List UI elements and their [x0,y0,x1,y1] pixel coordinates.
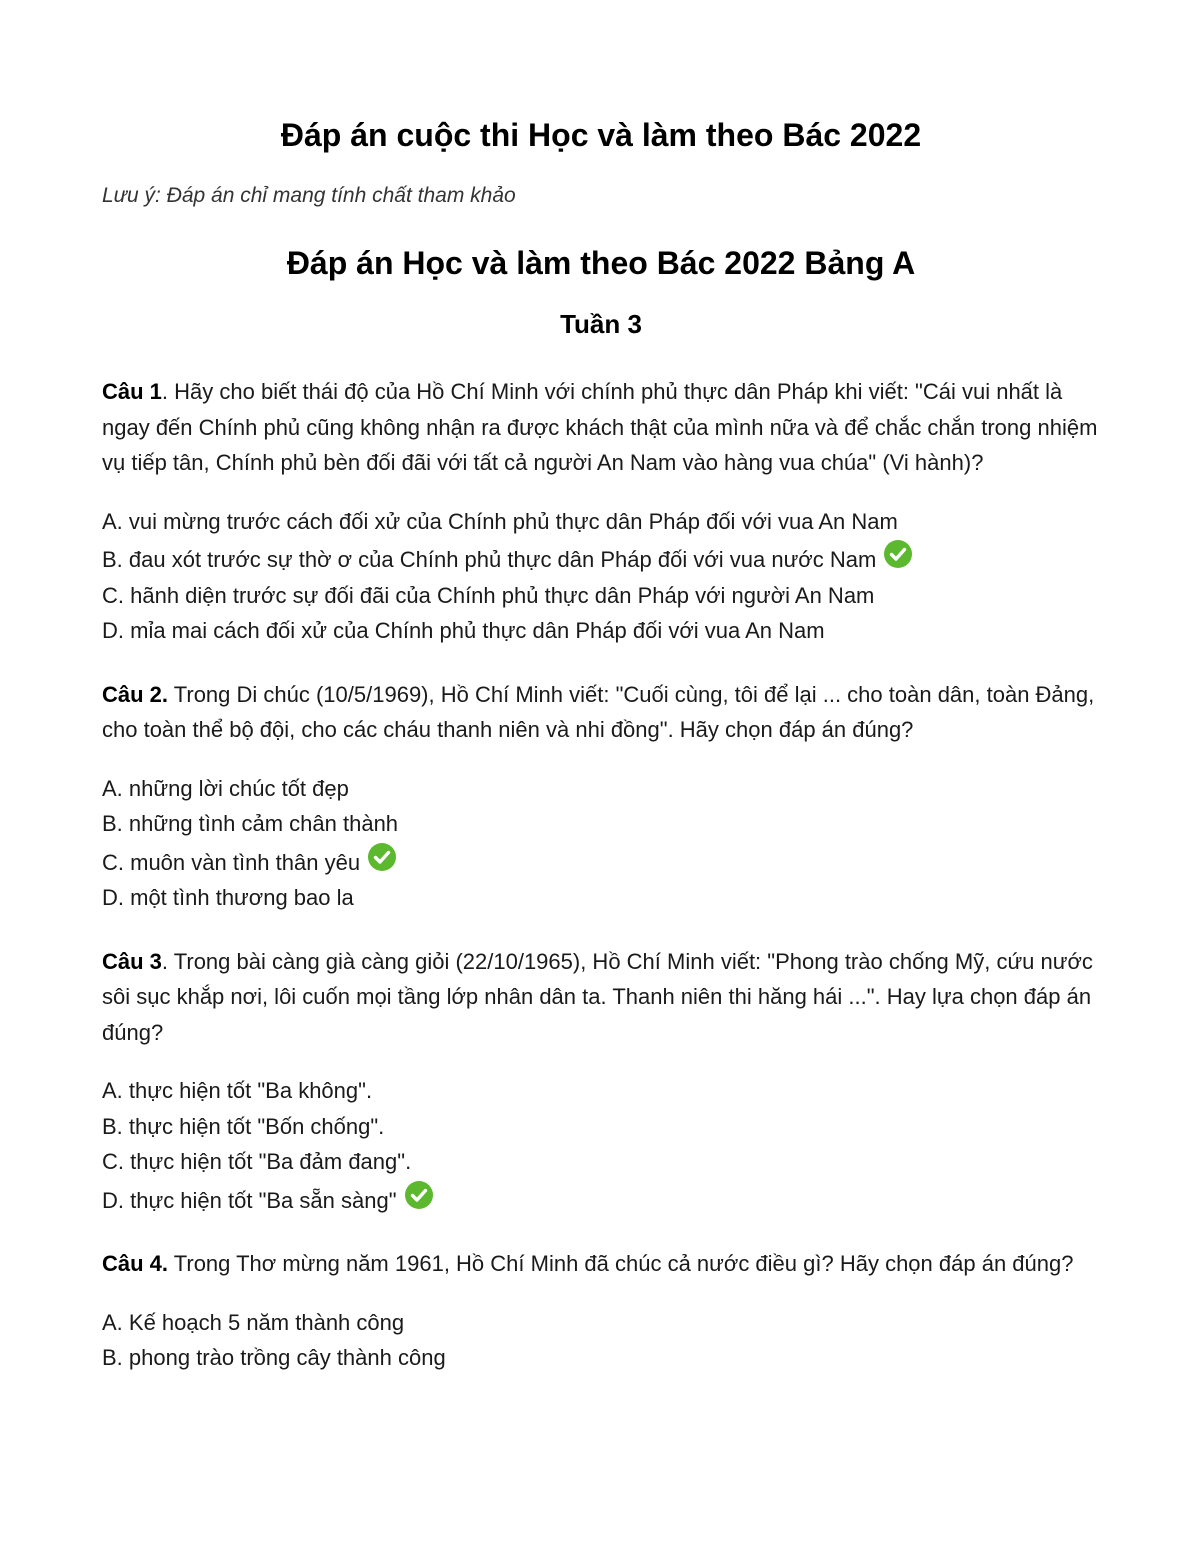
answer-options [102,1073,1100,1218]
section-title: Đáp án Học và làm theo Bác 2022 Bảng A [286,245,916,281]
answer-option [102,1144,1100,1180]
answer-option [102,504,1100,540]
answer-option [102,613,1100,649]
question-label: Câu 4. [102,1251,169,1276]
answer-option [102,1109,1100,1145]
answer-option-text: D. mỉa mai cách đối xử của Chính phủ thực dân Pháp đối với vua An Nam [102,618,825,643]
answer-option-text: A. thực hiện tốt "Ba không". [102,1078,373,1103]
question-text: Trong Thơ mừng năm 1961, Hồ Chí Minh đã chúc cả nước điều gì? Hãy chọn đáp án đúng? [168,1251,1074,1276]
question-label: Câu 3 [102,948,162,974]
answer-options [102,1305,1100,1376]
answer-option-text: A. Kế hoạch 5 năm thành công [102,1309,405,1335]
check-circle-icon [883,539,913,569]
question-list [102,374,1100,1376]
answer-option-text: B. thực hiện tốt "Bốn chống". [102,1113,385,1139]
question-text: . Hãy cho biết thái độ của Hồ Chí Minh với chính phủ thực dân Pháp khi viết: "Cái vui nhất là ngay đến Chính phủ cũng không nhận ra được khách thật của mình nữa và để chắc chắn trong nhiệm vụ tiếp tân, Chính phủ bèn đối đãi với tất cả người An Nam vào hàng vua chúa" (Vi hành)? [102,379,1098,475]
answer-option-text: D. một tình thương bao la [102,885,354,910]
answer-option [102,1073,1100,1109]
answer-option [102,880,1100,916]
answer-option [102,1340,1100,1376]
answer-option [102,771,1100,807]
answer-option [102,578,1100,614]
check-circle-icon [367,842,397,872]
question-label: Câu 2. [102,681,169,707]
answer-option-text: B. những tình cảm chân thành [102,811,399,836]
check-circle-icon [404,1180,434,1210]
answer-options [102,504,1100,649]
document-title: Đáp án cuộc thi Học và làm theo Bác 2022 [280,117,922,153]
answer-option [102,1180,1100,1219]
week-title: Tuần 3 [560,309,642,339]
question-2 [102,677,1100,748]
answer-option-text: B. đau xót trước sự thờ ơ của Chính phủ thực dân Pháp đối với vua nước Nam [102,547,877,572]
answer-option [102,842,1100,881]
question-4 [102,1246,1100,1282]
answer-option-text: C. thực hiện tốt "Ba đảm đang". [102,1149,412,1174]
answer-option-text: D. thực hiện tốt "Ba sẵn sàng" [102,1187,397,1213]
question-text: . Trong bài càng già càng giỏi (22/10/1965), Hồ Chí Minh viết: "Phong trào chống Mỹ, cứu nước sôi sục khắp nơi, lôi cuốn mọi tầng lớp nhân dân ta. Thanh niên thi hăng hái ...". Hay lựa chọn đáp án đúng? [102,948,1093,1045]
answer-option-text: B. phong trào trồng cây thành công [102,1345,446,1370]
question-1 [102,374,1100,481]
answer-option [102,806,1100,842]
answer-option-text: C. muôn vàn tình thân yêu [102,849,361,875]
question-label: Câu 1 [102,379,162,404]
answer-option [102,539,1100,578]
answer-option-text: A. vui mừng trước cách đối xử của Chính phủ thực dân Pháp đối với vua An Nam [102,508,898,534]
question-text: Trong Di chúc (10/5/1969), Hồ Chí Minh viết: "Cuối cùng, tôi để lại ... cho toàn dân, toàn Đảng, cho toàn thể bộ đội, cho các cháu thanh niên và nhi đồng". Hãy chọn đáp án đúng? [102,681,1095,742]
disclaimer-note: Lưu ý: Đáp án chỉ mang tính chất tham khảo [102,184,516,207]
answer-option-text: C. hãnh diện trước sự đối đãi của Chính phủ thực dân Pháp với người An Nam [102,582,875,608]
question-3 [102,944,1100,1051]
answer-option [102,1305,1100,1341]
answer-options [102,771,1100,916]
answer-option-text: A. những lời chúc tốt đẹp [102,775,349,801]
